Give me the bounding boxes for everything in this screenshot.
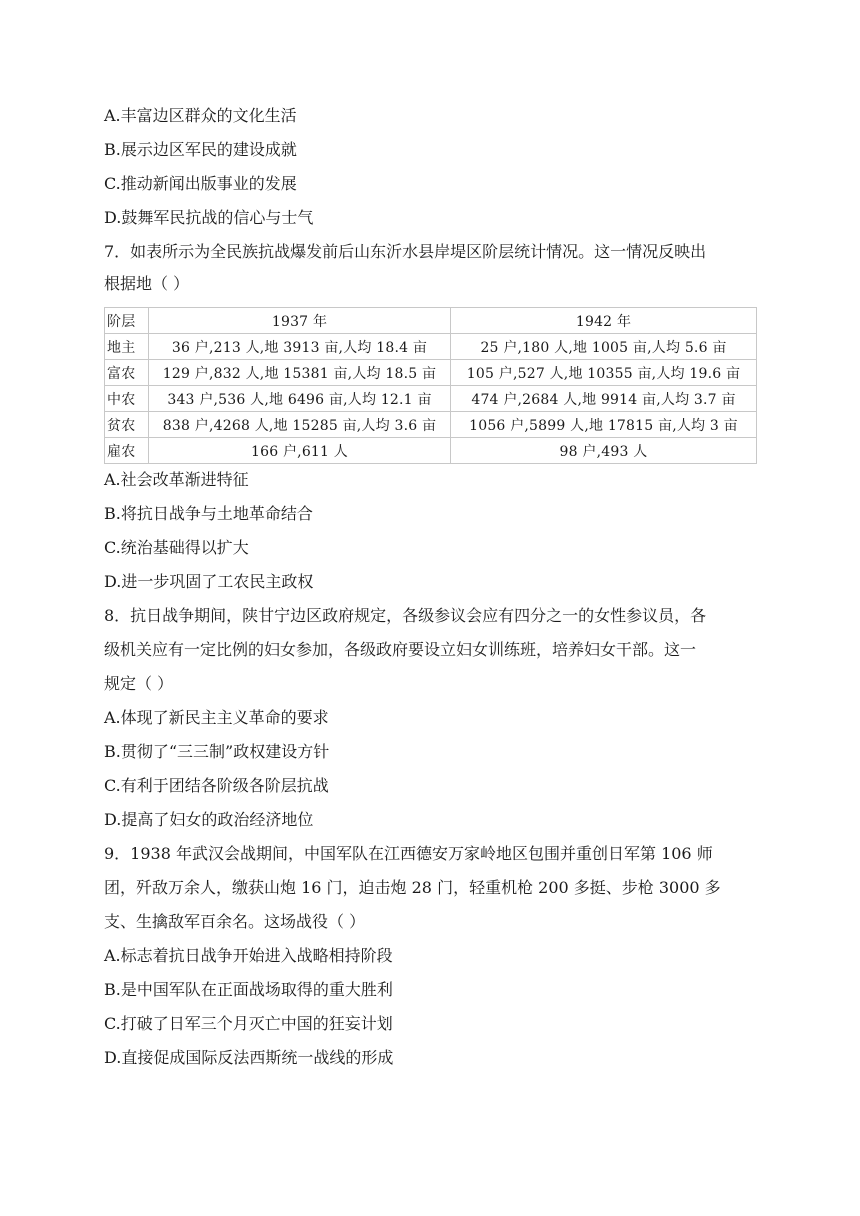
q9-stem-line2: 团，歼敌万余人，缴获山炮 16 门，迫击炮 28 门，轻重机枪 200 多挺、步枪 3000 多 [104,878,721,897]
cell-1942: 98 户,493 人 [451,438,757,464]
q9-stem-line3: 支、生擒敌军百余名。这场战役（ ） [104,912,366,931]
q8-stem-line3: 规定（ ） [104,674,174,693]
table-header-row [105,308,757,334]
q8-option-d: D.提高了妇女的政治经济地位 [104,810,314,829]
q7-option-d: D.进一步巩固了工农民主政权 [104,572,314,591]
cell-1937: 36 户,213 人,地 3913 亩,人均 18.4 亩 [149,334,451,360]
cell-1942: 25 户,180 人,地 1005 亩,人均 5.6 亩 [451,334,757,360]
table-row [105,360,757,386]
row-label: 贫农 [105,412,149,438]
q7-option-a: A.社会改革渐进特征 [104,470,249,489]
cell-1937: 166 户,611 人 [149,438,451,464]
table-row [105,412,757,438]
table-row [105,334,757,360]
q6-option-b: B.展示边区军民的建设成就 [104,140,297,159]
stratum-statistics-table [104,307,757,464]
row-label: 富农 [105,360,149,386]
q7-stem-line1: 7．如表所示为全民族抗战爆发前后山东沂水县岸堤区阶层统计情况。这一情况反映出 [104,242,707,261]
q9-option-c: C.打破了日军三个月灭亡中国的狂妄计划 [104,1014,393,1033]
cell-1942: 1056 户,5899 人,地 17815 亩,人均 3 亩 [451,412,757,438]
q8-option-b: B.贯彻了“三三制”政权建设方针 [104,742,330,761]
row-label: 雇农 [105,438,149,464]
q8-stem-line2: 级机关应有一定比例的妇女参加，各级政府要设立妇女训练班，培养妇女干部。这一 [104,640,697,659]
table-row [105,386,757,412]
q8-option-a: A.体现了新民主主义革命的要求 [104,708,329,727]
q6-option-a: A.丰富边区群众的文化生活 [104,106,297,125]
cell-1937: 343 户,536 人,地 6496 亩,人均 12.1 亩 [149,386,451,412]
cell-1937: 838 户,4268 人,地 15285 亩,人均 3.6 亩 [149,412,451,438]
q9-option-a: A.标志着抗日战争开始进入战略相持阶段 [104,946,393,965]
cell-1937: 129 户,832 人,地 15381 亩,人均 18.5 亩 [149,360,451,386]
q7-stem-line2: 根据地（ ） [104,274,190,293]
q8-option-c: C.有利于团结各阶级各阶层抗战 [104,776,329,795]
q6-option-c: C.推动新闻出版事业的发展 [104,174,297,193]
header-1937: 1937 年 [149,308,451,334]
cell-1942: 105 户,527 人,地 10355 亩,人均 19.6 亩 [451,360,757,386]
q6-option-d: D.鼓舞军民抗战的信心与士气 [104,208,314,227]
q8-stem-line1: 8．抗日战争期间，陕甘宁边区政府规定，各级参议会应有四分之一的女性参议员，各 [104,606,707,625]
q7-option-c: C.统治基础得以扩大 [104,538,249,557]
q7-option-b: B.将抗日战争与土地革命结合 [104,504,313,523]
row-label: 地主 [105,334,149,360]
table-row [105,438,757,464]
q9-stem-line1: 9．1938 年武汉会战期间，中国军队在江西德安万家岭地区包围并重创日军第 106 师 [104,844,713,863]
q9-option-d: D.直接促成国际反法西斯统一战线的形成 [104,1048,394,1067]
row-label: 中农 [105,386,149,412]
cell-1942: 474 户,2684 人,地 9914 亩,人均 3.7 亩 [451,386,757,412]
q9-option-b: B.是中国军队在正面战场取得的重大胜利 [104,980,393,999]
header-1942: 1942 年 [451,308,757,334]
header-stratum: 阶层 [105,308,149,334]
